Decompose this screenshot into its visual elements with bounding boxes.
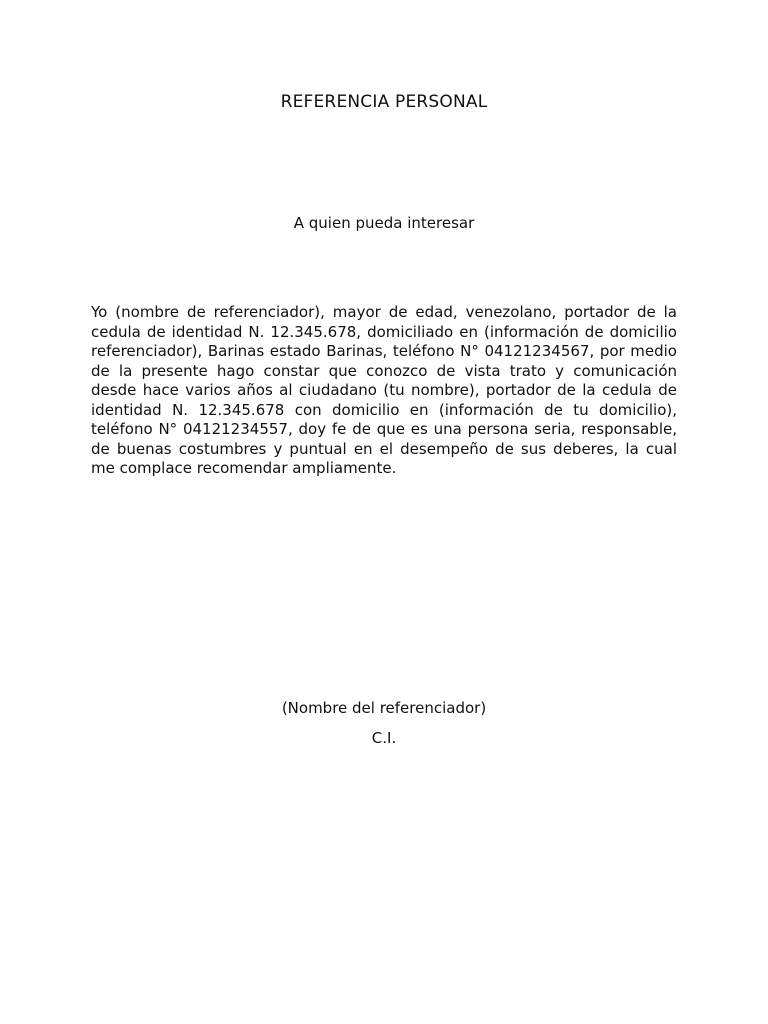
document-title: REFERENCIA PERSONAL: [280, 92, 488, 112]
body-paragraph: Yo (nombre de referenciador), mayor de edad, venezolano, portador de la cedula de identidad N. 12.345.678, domiciliado en (información de domicilio referenciador), Barinas estado Barinas, teléfono N° 04121234567, por medio de la presente hago constar que conozco de vista trato y comunicación desde hace varios años al ciudadano (tu nombre), portador de la cedula de identidad N. 12.345.678 con domicilio en (información de tu domicilio), teléfono N° 04121234557, doy fe de que es una persona seria, responsable, de buenas costumbres y puntual en el desempeño de sus deberes, la cual me complace recomendar ampliamente.: [91, 303, 677, 477]
signature-id-label: C.I.: [371, 729, 397, 747]
salutation: A quien pueda interesar: [293, 214, 475, 232]
signature-name: (Nombre del referenciador): [281, 699, 487, 717]
